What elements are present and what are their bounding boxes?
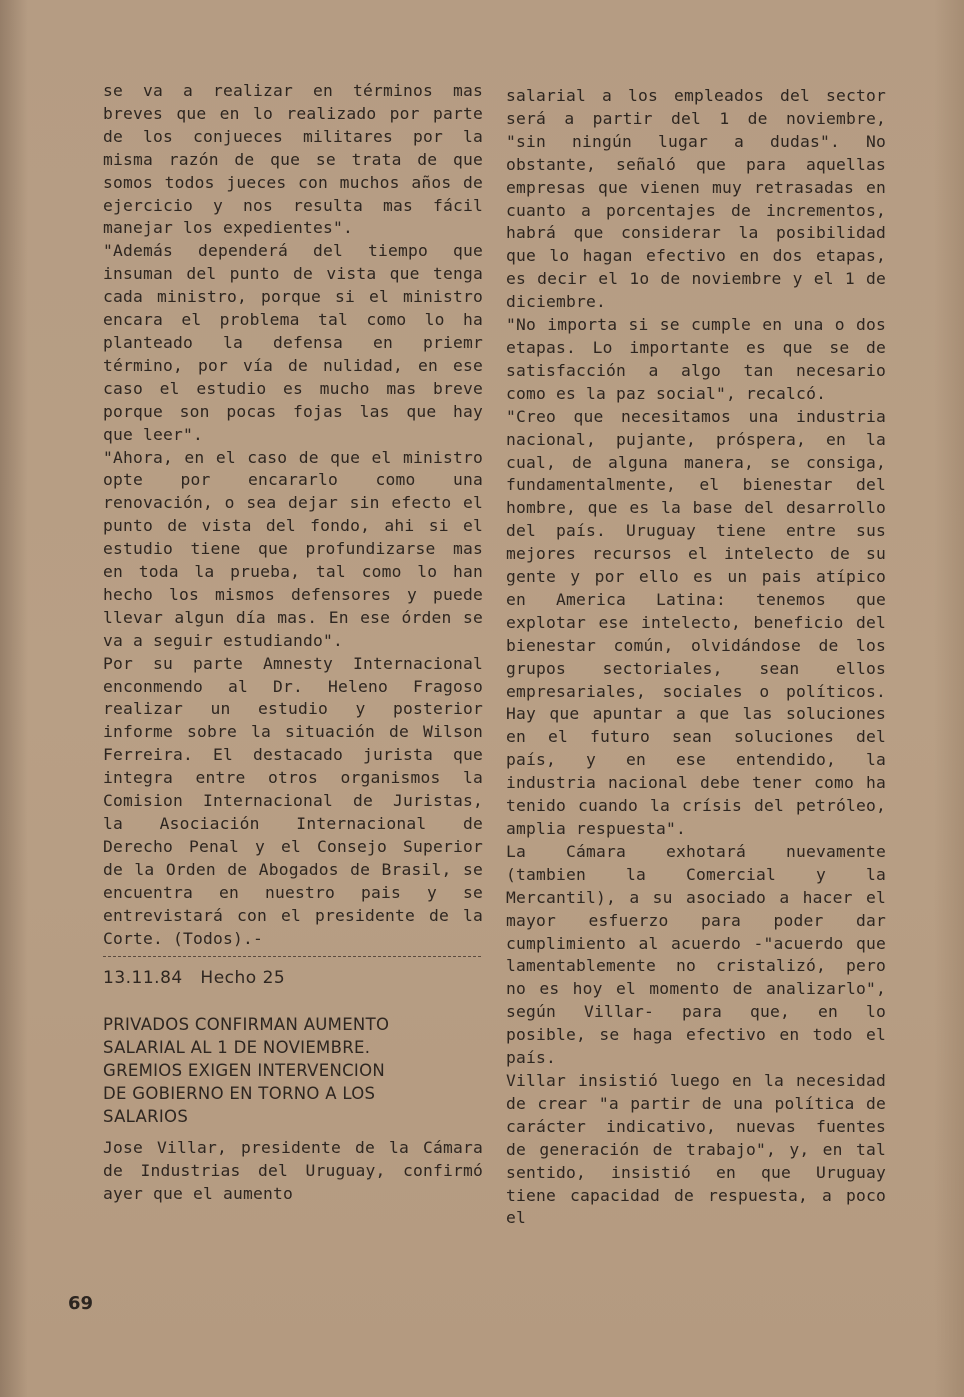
headline-line: DE GOBIERNO EN TORNO A LOS [103,1084,376,1104]
paragraph: Villar insistió luego en la necesidad de crear "a partir de una política de carácter indicativo, nuevas fuentes de generación de trabajo", y, en tal sentido, insistió en que Uruguay tiene capacidad de respuesta, a poco el [506,1070,897,1228]
article-headline [103,1014,483,1129]
page-number: 69 [68,1293,94,1314]
dateline: 13.11.84 Hecho 25 [103,968,286,989]
paragraph: "Ahora, en el caso de que el ministro opte por encararlo como una renovación, o sea dejar sin efecto el punto de vista del fondo, ahi si el estudio tiene que profundizarse mas en toda la prueba, tal como lo han hecho los mismos defensores y puede llevar algun día mas. En ese órden se va a seguir estudiando". [103,447,494,650]
headline-line: SALARIAL AL 1 DE NOVIEMBRE. [103,1038,371,1058]
section-divider [103,956,481,957]
headline-line: GREMIOS EXIGEN INTERVENCION [103,1061,386,1081]
paragraph: Jose Villar, presidente de la Cámara de Industrias del Uruguay, confirmó ayer que el aumento [103,1137,494,1203]
paragraph: se va a realizar en términos mas breves que en lo realizado por parte de los conjueces militares por la misma razón de que se trata de que somos todos jueces con muchos años de ejercicio y nos resulta mas fácil manejar los expedientes". [103,81,494,238]
paragraph: La Cámara exhotará nuevamente (tambien la Comercial y la Mercantil), a su asociado a hacer el mayor esfuerzo para poder dar cumplimiento al acuerdo -"acuerdo que lamentablemente no cristalizó, pero no es hoy el momento de analizarlo", según Villar- para que, en lo posible, se haga efectivo en todo el país. [506,841,897,1068]
headline-line: PRIVADOS CONFIRMAN AUMENTO [103,1015,390,1035]
right-column [506,85,897,1230]
paragraph: "No importa si se cumple en una o dos etapas. Lo importante es que se de satisfacción a algo tan necesario como es la paz social", recalcó. [506,315,897,403]
paragraph: "Además dependerá del tiempo que insuman del punto de vista que tenga cada ministro, porque si el ministro encara el problema tal como lo ha planteado la defensa en priemr término, por vía de nulidad, en ese caso el estudio es mucho mas breve porque son pocas fojas las que hay que leer". [103,241,494,444]
paragraph: Por su parte Amnesty Internacional enconmendo al Dr. Heleno Fragoso realizar un estudio y posterior informe sobre la situación de Wilson Ferreira. El destacado jurista que integra entre otros organismos la Comision Internacional de Juristas, la Asociación Internacional de Derecho Penal y el Consejo Superior de la Orden de Abogados de Brasil, se encuentra en nuestro pais y se entrevistará con el presidente de la Corte. (Todos).- [103,653,494,948]
left-column [103,80,494,1206]
paragraph: "Creo que necesitamos una industria nacional, pujante, próspera, en la cual, de alguna manera, se consiga, fundamentalmente, el bienestar del hombre, que es la base del desarrollo del país. Uruguay tiene entre sus mejores recursos el intelecto de su gente y por ello es un pais atípico en America Latina: tenemos que explotar ese intelecto, beneficio del bienestar común, olvidándose de los grupos sectoriales, sean ellos empresariales, sociales o políticos. Hay que apuntar a que las soluciones en el futuro sean soluciones del país, y en ese entendido, la industria nacional debe tener como ha tenido cuando la crísis del petróleo, amplia respuesta". [506,406,897,838]
headline-line: SALARIOS [103,1106,189,1126]
paragraph: salarial a los empleados del sector será a partir del 1 de noviembre, "sin ningún lugar a dudas". No obstante, señaló que para aquellas empresas que vienen muy retrasadas en cuanto a porcentajes de incrementos, habrá que considerar la posibilidad que lo hagan efectivo en dos etapas, es decir el 1o de noviembre y el 1 de diciembre. [506,86,897,312]
